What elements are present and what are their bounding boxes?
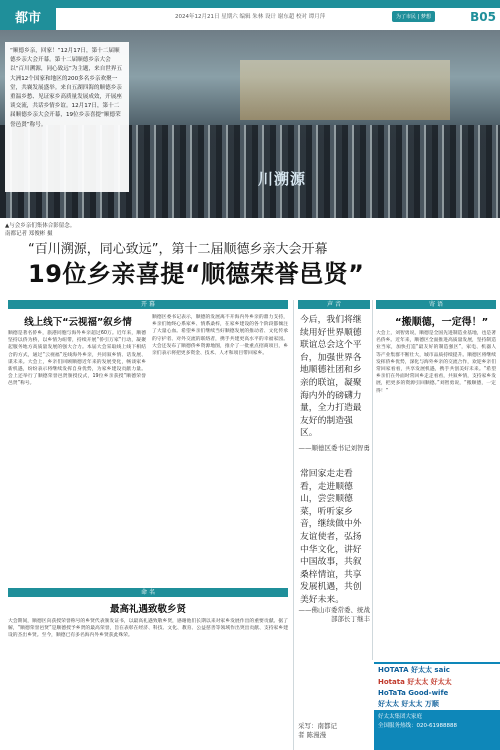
- article-body-3: 大会上，刘智勇说，顺德是全国先进制造业基地，也是著名侨乡。近年来，顺德区全面推进高质量发展，坚持制造业当家，加快打造“最友好的制造强区”，家电、机器人等产业集群不断壮大，城市品质持续提升。顺德区将继续发挥侨乡优势，深化与海外乡亲的交流合作，欢迎乡亲们常回家看看，共享发展机遇，携手共创美好未来。“希望乡亲们在外面时常回乡走走看看，共叙乡情，支持家乡发展，把更多的资源引回顺德。”刘智勇说，“搬顺德，一定得！”: [376, 331, 496, 394]
- article-body-2: 大会期间，顺德区向获授荣誉称号的乡贤代表颁发证书，以最高礼遇致敬乡贤，感谢他们长期以来对家乡发展作出的重要贡献。据了解，“顺德荣誉邑贤”是顺德授予乡贤的最高荣誉，旨在表彰在经济、科技、文化、教育、公益慈善等领域作出突出贡献、支持家乡建设的杰出乡贤。至今，顺德已有多名海内外乡贤获此殊荣。: [8, 619, 288, 639]
- section-bar-voice: 声 音: [298, 300, 370, 309]
- column-divider: [372, 300, 373, 660]
- caption-line: ▲与会乡亲们集体合影留念。: [5, 223, 76, 229]
- article-body-mid: 顺德区委书记表示，顺德的发展离不开海内外乡亲的鼎力支持，乡亲们始终心系家乡、情系桑梓，在家乡建设的各个阶段都倾注了大量心血。希望乡亲们继续当好顺德发展的推动者、文化传承的守护者、对外交流的联络者，携手共建更高水平的幸福家园。大会还发布了顺德侨乡资源地图，推介了一批重点招商项目，乡亲们表示将把更多资金、技术、人才和项目带回家乡。: [152, 315, 288, 357]
- section-label: 都市: [0, 8, 56, 30]
- photo-caption: [5, 222, 75, 238]
- ad-logo-row-1: HOTATA 好太太 saic: [374, 664, 500, 676]
- article-subtitle-1: 线上线下“云视福”叙乡情: [24, 317, 132, 328]
- quote-2-author: ——佛山市委常委、统战部部长丁继丰: [298, 606, 370, 623]
- ad-slogan: 好太太集团大家庭: [378, 714, 423, 720]
- ad-logo-row-3: HoTaTa Good-wife: [374, 688, 500, 698]
- ad-hotline: 全国服务热线：020-61988888: [378, 723, 457, 729]
- reporter-credit: 采写：南都记者 陈漫漫: [298, 722, 337, 739]
- headline-title: 19位乡亲喜提“顺德荣誉邑贤”: [28, 260, 365, 288]
- section-bar-message: 寄 语: [376, 300, 496, 309]
- headline-subtitle: “百川溯源，同心致远”，第十二届顺德乡亲大会开幕: [28, 242, 328, 257]
- advertisement[interactable]: [374, 662, 500, 750]
- lead-summary: “顺德乡亲，回家！”12月17日，第十二届顺德乡亲大会开幕。第十二届顺德乡亲大会以“百川溯源，同心致远”为主题，来自世界五大洲12个国家和地区的200多名乡亲欢聚一堂，共襄发展盛举。来自五湖四海的顺德乡亲重温乡愁、见证家乡高质量发展成效，开展座谈交流，共话乡情乡谊。12月17日，第十二届顺德乡亲大会开幕，19位乡亲喜提“顺德荣誉邑贤”称号。: [5, 42, 129, 192]
- quote-1-author: ——顺德区委书记刘智勇: [298, 444, 370, 452]
- caption-credit: 南都记者 郑俊彬 摄: [5, 231, 53, 237]
- ad-logo-row-2: Hotata 好太太 好太太: [374, 676, 500, 688]
- editor-badge: 为了市民 | 梦想: [392, 11, 435, 22]
- quote-2: 常回家走走看看，走进顺德山，尝尝顺德菜，听听家乡音，继续做中外友谊使者，弘扬中华文化，讲好中国故事，共叙桑梓情谊，共享发展机遇，共创美好未来。: [300, 469, 362, 605]
- issue-meta: 2024年12月21日 星期六 编辑 朱林 设计 谢东超 校对 谭月萍: [175, 14, 326, 20]
- page-header: [0, 8, 500, 30]
- quote-1: 今后，我们将继续用好世界顺德联谊总会这个平台，加强世界各地顺德社团和乡亲的联谊，凝聚海内外的磅礴力量，全力打造最友好的制造强区。: [300, 315, 362, 439]
- section-bar-opening: 开 幕: [8, 300, 288, 309]
- top-accent-bar: [0, 0, 500, 8]
- page-number: B05: [470, 10, 496, 24]
- section-bar-naming: 命 名: [8, 588, 288, 597]
- photo-banner-text: 川溯源: [258, 170, 307, 188]
- column-divider: [293, 300, 294, 750]
- article-subtitle-3: “搬顺德，一定得！”: [395, 317, 489, 328]
- ad-logo-row-4: 好太太 好太太 万顺: [374, 698, 500, 710]
- article-subtitle-2: 最高礼遇致敬乡贤: [109, 604, 186, 615]
- article-body-1: 顺德是著名侨乡，旅港同胞与海外乡亲超过60万。近年来，顺德坚持以侨为桥，以乡情为纽带，持续开展“侨引万家”行动，凝聚起服务地方高质量发展的强大合力。本届大会采取线上线下相结合的方式，通过“云视福”连线海外乡亲，共同叙乡情、话发展、谋未来。大会上，乡亲们回顾顺德近年来的发展变化，畅谈家乡新机遇，纷纷表示将继续发挥自身优势，为家乡建设贡献力量。会上还举行了顺德荣誉邑贤颁授仪式，19位乡亲获授“顺德荣誉邑贤”称号。: [8, 331, 146, 387]
- stage-backdrop: [240, 60, 450, 120]
